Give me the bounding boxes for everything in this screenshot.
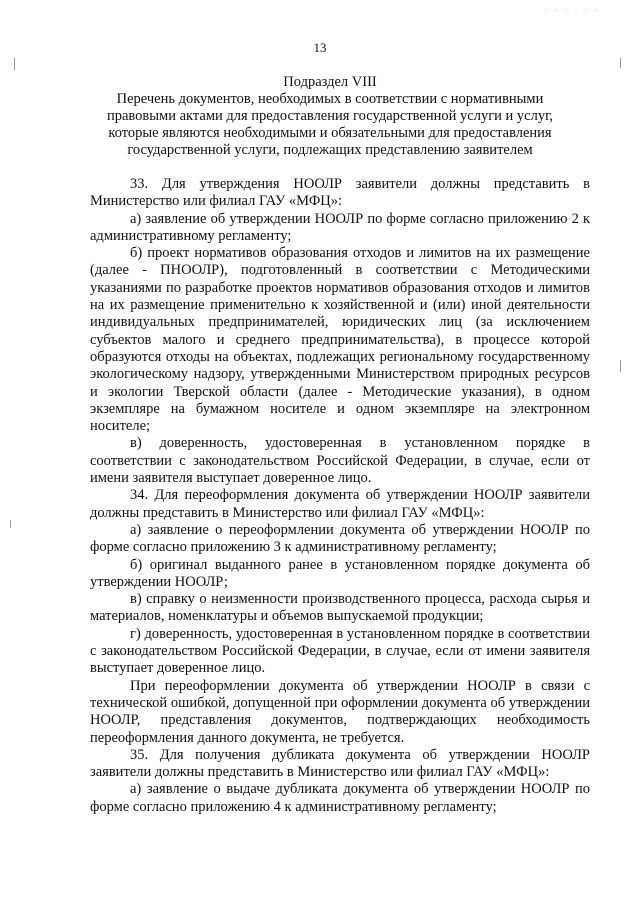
heading-line: правовыми актами для предоставления государственной услуги и услуг, — [106, 108, 554, 124]
heading-line: Перечень документов, необходимых в соответствии с нормативными — [116, 91, 544, 107]
paragraph: г) доверенность, удостоверенная в установленном порядке в соответствии с законодательством Российской Федерации, в случае, если от имени заявителя выступает доверенное лицо. — [90, 625, 590, 677]
heading-line: которые являются необходимыми и обязательными для предоставления — [108, 125, 552, 141]
page-number: 13 — [313, 40, 327, 55]
section-heading — [80, 74, 580, 159]
paragraph: а) заявление о выдаче дубликата документа об утверждении НООЛР по форме согласно приложению 4 к административному регламенту; — [90, 781, 590, 815]
paragraph: в) доверенность, удостоверенная в установленном порядке в соответствии с законодательством Российской Федерации, в случае, если от имени заявителя выступает доверенное лицо. — [90, 435, 590, 487]
margin-mark — [14, 58, 15, 70]
paragraph: б) проект нормативов образования отходов и лимитов на их размещение (далее - ПНООЛР), подготовленный в соответствии с Методическими указаниями по разработке проектов нормативов образования отходов и лимитов на их размещение применительно к хозяйственной и (или) иной деятельности индивидуальных предпринимателей, юридических лиц (за исключением субъектов малого и среднего предпринимательства), в процессе которой образуются отходы на объектах, подлежащих региональному государственному экологическому надзору, утвержденными Министерством природных ресурсов и экологии Тверской области (далее - Методические указания), в одном экземпляре на бумажном носителе и одном экземпляре на электронном носителе; — [90, 245, 590, 435]
margin-mark — [10, 520, 11, 528]
scan-artifact: . . . . . . — [545, 4, 600, 13]
paragraph: а) заявление о переоформлении документа об утверждении НООЛР по форме согласно приложению 3 к административному регламенту; — [90, 521, 590, 556]
margin-mark — [620, 360, 621, 372]
subsection-title: Подраздел VIII — [283, 74, 377, 90]
heading-line: государственной услуги, подлежащих представлению заявителем — [127, 142, 533, 158]
margin-mark — [620, 58, 621, 68]
paragraph: в) справку о неизменности производственного процесса, расхода сырья и материалов, номенклатуры и объемов выпускаемой продукции; — [90, 591, 590, 625]
paragraph: а) заявление об утверждении НООЛР по форме согласно приложению 2 к административному регламенту; — [90, 210, 590, 244]
document-body — [90, 176, 590, 816]
paragraph: 35. Для получения дубликата документа об утверждении НООЛР заявители должны представить в Министерство или филиал ГАУ «МФЦ»: — [90, 746, 590, 781]
paragraph: При переоформлении документа об утверждении НООЛР в связи с технической ошибкой, допущенной при оформлении документа об утверждении НООЛР, представления документов, подтверждающих необходимость переоформления данного документа, не требуется. — [90, 677, 590, 746]
paragraph: б) оригинал выданного ранее в установленном порядке документа об утверждении НООЛР; — [90, 556, 590, 590]
paragraph: 34. Для переоформления документа об утверждении НООЛР заявители должны представить в Министерство или филиал ГАУ «МФЦ»: — [90, 487, 590, 521]
paragraph: 33. Для утверждения НООЛР заявители должны представить в Министерство или филиал ГАУ «МФЦ»: — [90, 176, 590, 210]
